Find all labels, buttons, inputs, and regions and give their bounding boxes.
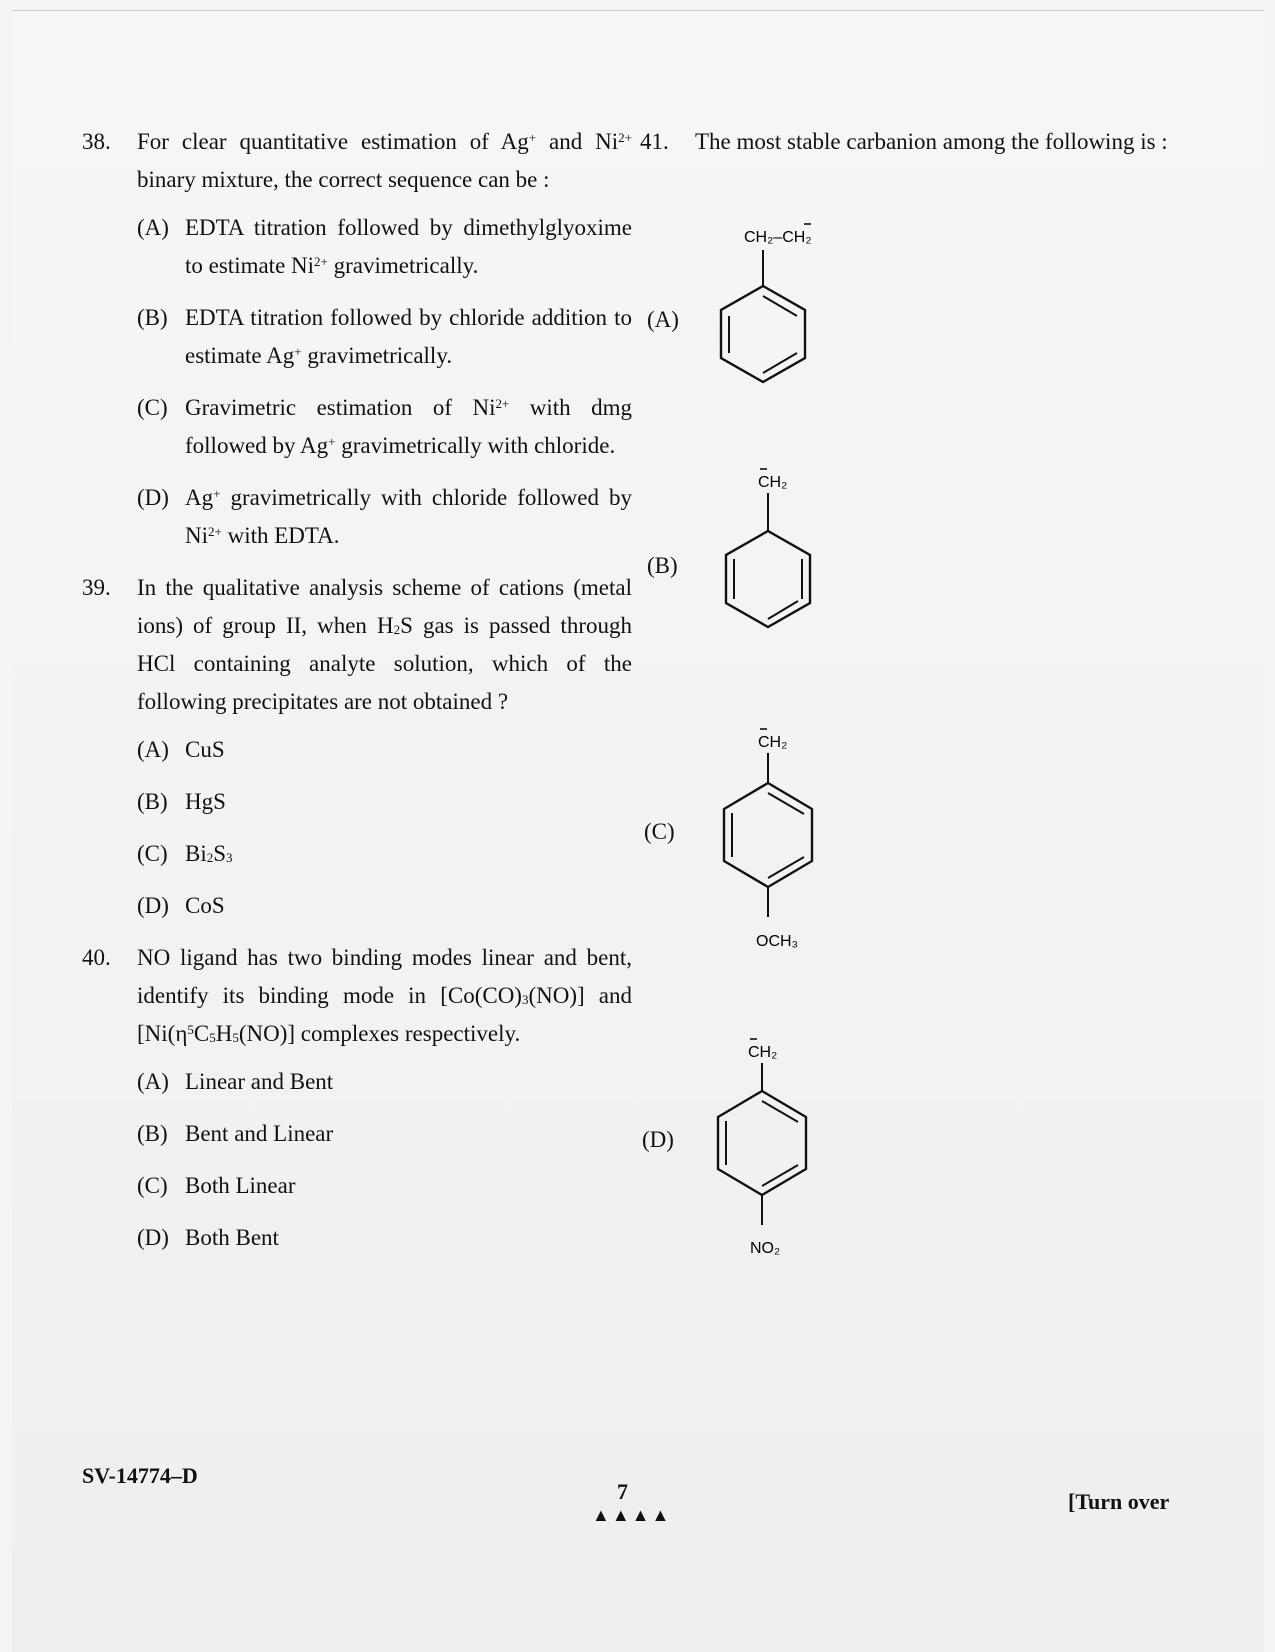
turn-over-note: [Turn over — [1068, 1489, 1170, 1514]
option-d: (D) CoS — [137, 893, 225, 918]
option-a: (A) Linear and Bent — [137, 1069, 334, 1094]
option-a: (A) EDTA titration followed by dimethylglyoxime to estimate $Ni^{2+}$ gravimetrically. — [137, 215, 632, 278]
question-41 — [640, 123, 1200, 161]
question-number: 41. — [640, 129, 669, 154]
option-d: (D) Both Bent — [137, 1225, 279, 1250]
question-stem: For clear quantitative estimation of Ag+ and $Ni^{2+}$ binary mixture, the correct sequence can be : — [137, 129, 632, 192]
option-c: (C) $Bi_2S_3$ — [137, 841, 233, 866]
question-stem: In the qualitative analysis scheme of cations (metal ions) of group II, when $H_2S$ gas is passed through HCl containing analyte solution, which of the following precipitates are not obtained ? — [137, 575, 632, 714]
question-stem: The most stable carbanion among the following is : — [695, 129, 1168, 154]
right-column — [640, 123, 1200, 161]
option-a: (A) CuS — [137, 737, 225, 762]
options-list — [137, 731, 632, 925]
substituent-label: CH₂ — [758, 474, 788, 491]
para-substituent-label: NO₂ — [750, 1240, 781, 1257]
option-b: (B) EDTA titration followed by chloride addition to estimate Ag+ gravimetrically. — [137, 305, 632, 368]
exam-page — [12, 10, 1264, 1652]
option-b: (B) HgS — [137, 789, 226, 814]
option-d-label: (D) — [642, 1127, 674, 1152]
left-column — [82, 123, 632, 1271]
question-number: 38. — [82, 129, 111, 154]
benzene-ring — [718, 1091, 806, 1195]
option-c: (C) Both Linear — [137, 1173, 296, 1198]
question-stem: NO ligand has two binding modes linear and bent, identify its binding mode in $[Co(CO)_3(NO)]$ and [$Ni(\eta^5C_5H_5(NO)]$ complexes respectively. — [137, 945, 633, 1046]
p-methoxybenzyl-carbanion-structure — [702, 721, 832, 971]
question-40 — [82, 939, 632, 1257]
question-39 — [82, 569, 632, 925]
substituent-label: CH₂–CH₂ — [744, 229, 812, 246]
benzyl-carbanion-structure — [702, 459, 832, 639]
option-c: (C) Gravimetric estimation of $Ni^{2+}$ with dmg followed by Ag+ gravimetrically with chloride. — [137, 395, 633, 458]
option-a-label: (A) — [647, 307, 679, 332]
option-d: (D) Ag+ gravimetrically with chloride followed by $Ni^{2+}$ with EDTA. — [137, 485, 632, 548]
substituent-label: CH₂ — [748, 1044, 778, 1061]
para-substituent-label: OCH₃ — [756, 933, 799, 950]
question-number: 39. — [82, 575, 111, 600]
benzene-ring — [726, 531, 810, 627]
question-number: 40. — [82, 945, 111, 970]
page-marks: ▲▲▲▲ — [592, 1505, 672, 1525]
p-nitrobenzyl-carbanion-structure — [692, 1031, 832, 1276]
options-list — [137, 209, 632, 555]
benzylmethyl-carbanion-structure — [692, 216, 842, 391]
paper-code: SV-14774–D — [82, 1463, 198, 1488]
options-list — [137, 1063, 632, 1257]
question-38 — [82, 123, 632, 555]
benzene-ring — [724, 783, 812, 887]
option-b: (B) Bent and Linear — [137, 1121, 334, 1146]
option-b-label: (B) — [647, 553, 678, 578]
benzene-ring — [721, 286, 805, 382]
option-c-label: (C) — [644, 819, 675, 844]
page-number: 7 — [617, 1479, 628, 1504]
substituent-label: CH₂ — [758, 734, 788, 751]
